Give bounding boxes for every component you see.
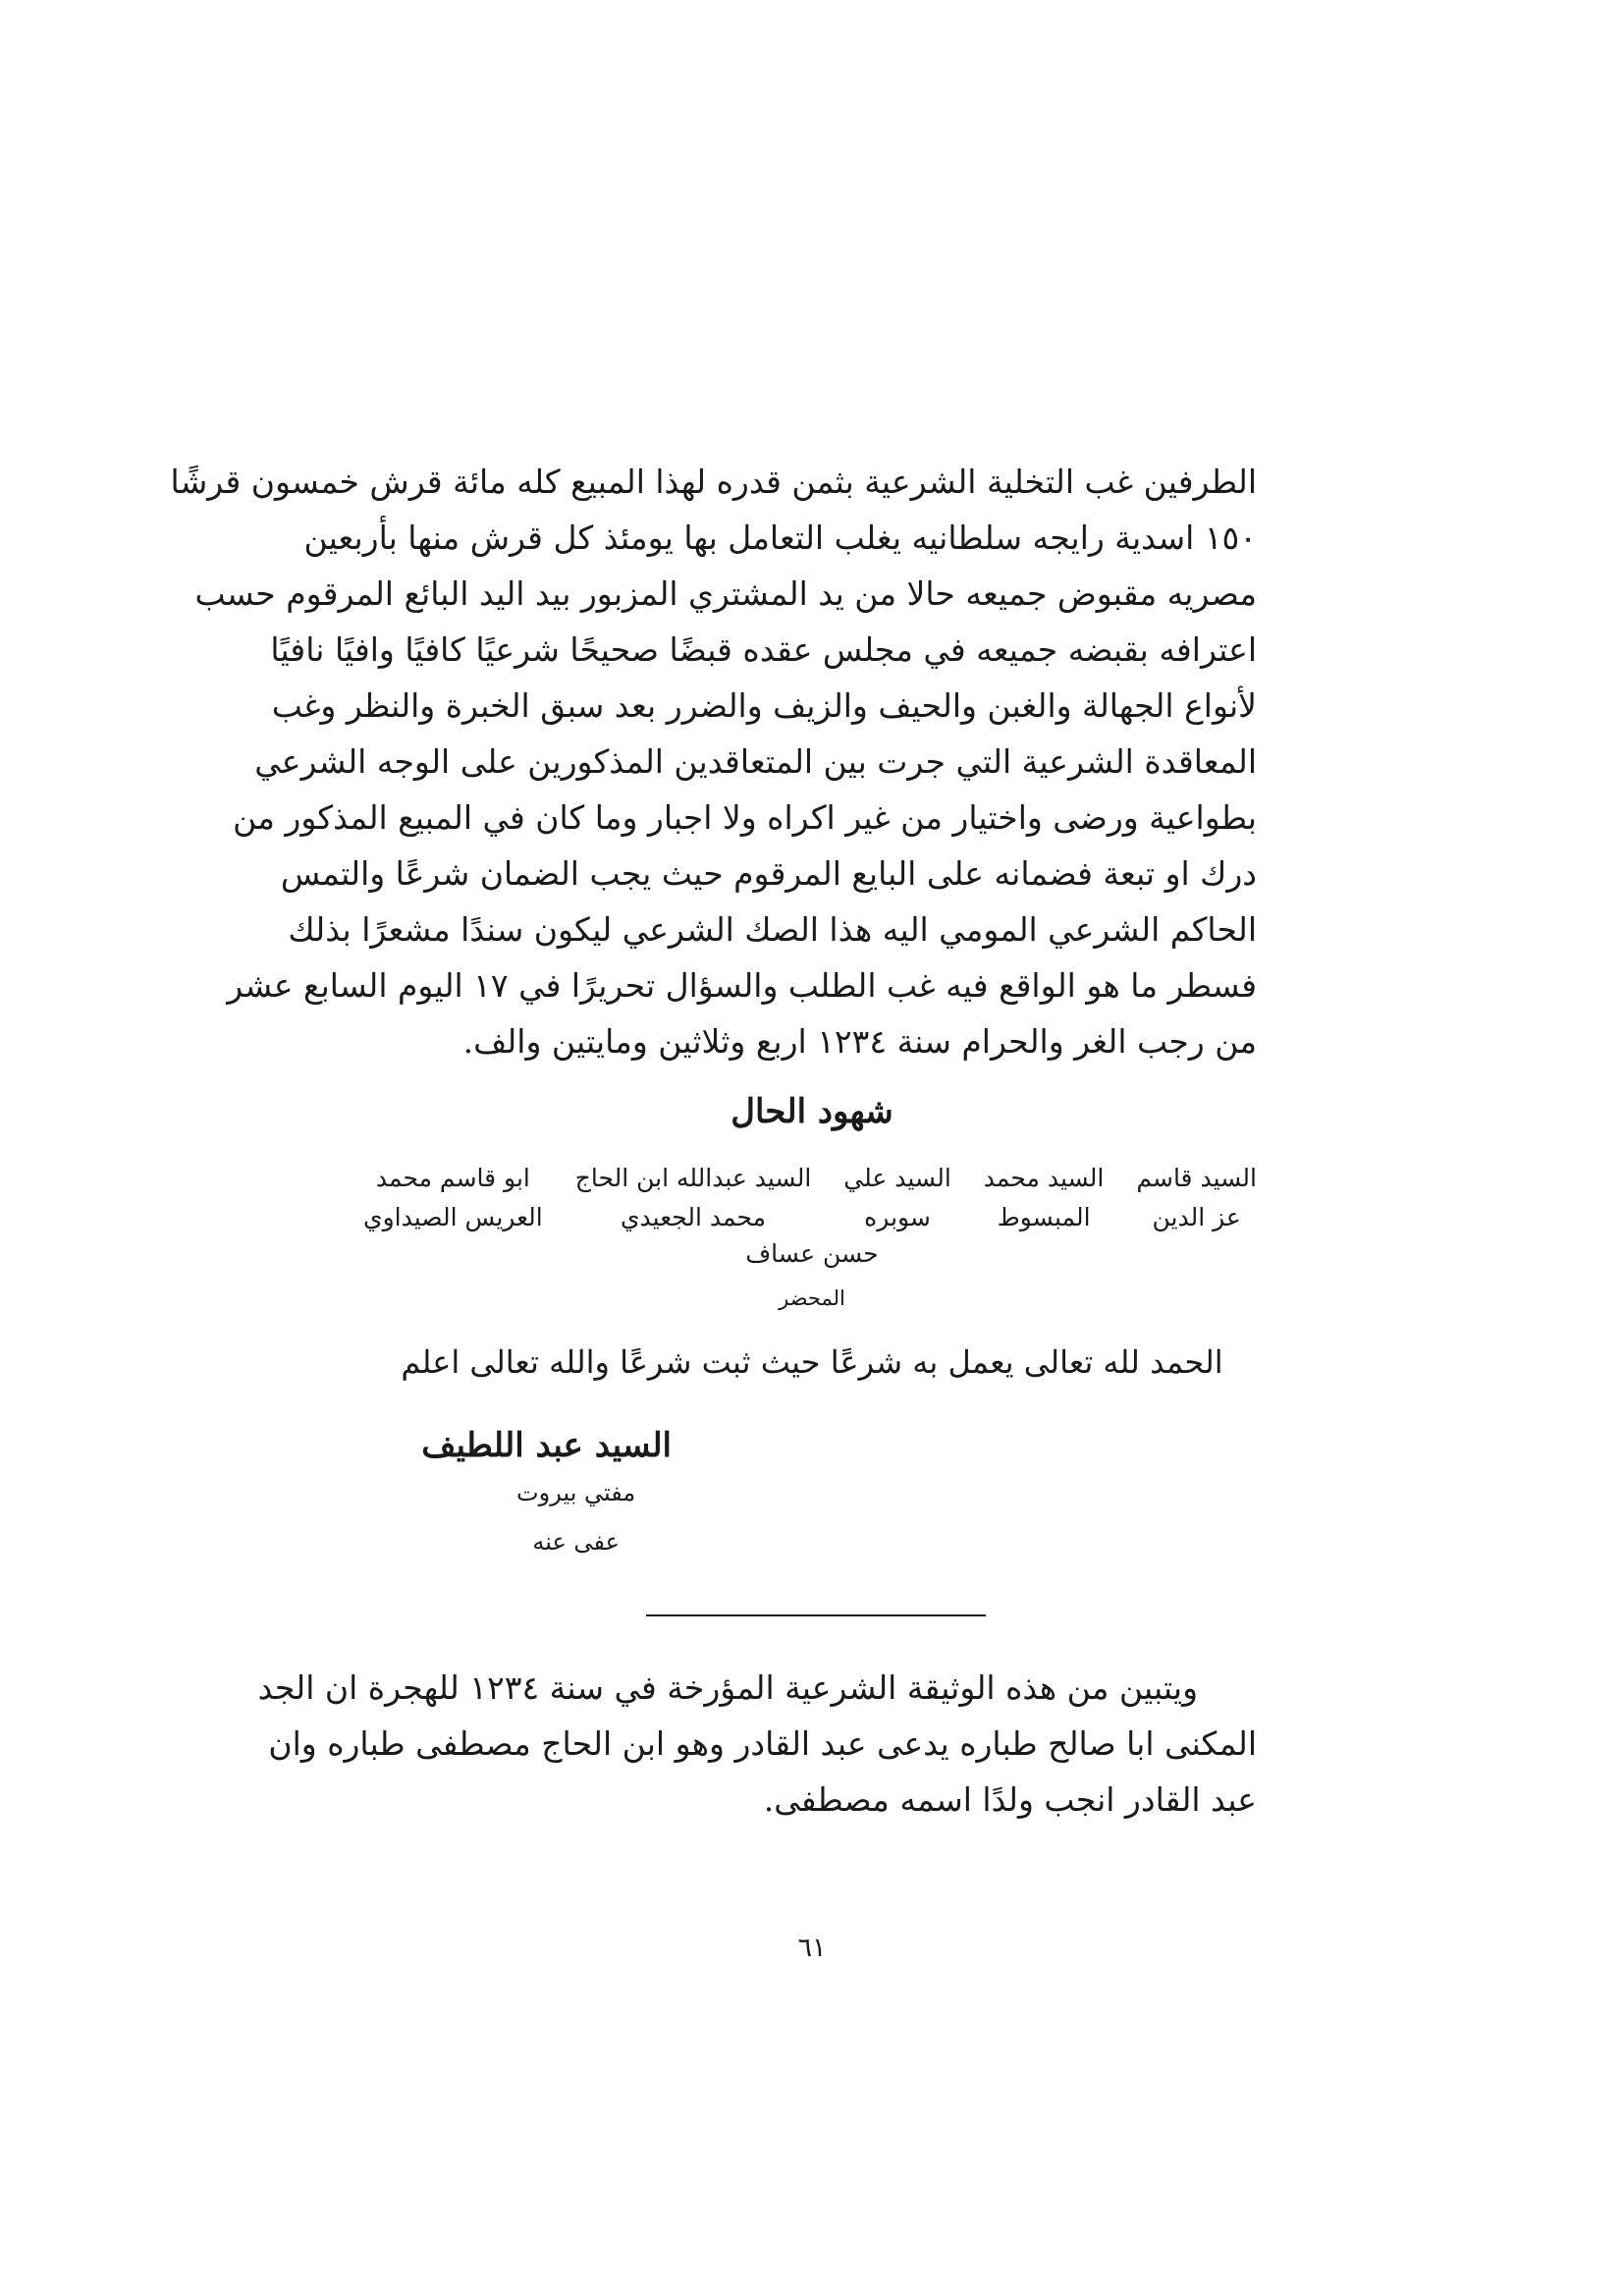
signature-name: السيد عبد اللطيف (421, 1426, 672, 1465)
witness-name: السيد قاسم (1136, 1164, 1257, 1192)
witness-surname: العريس الصيداوي (363, 1203, 543, 1231)
witness-list (363, 1159, 1257, 1237)
text-line: ويتبين من هذه الوثيقة الشرعية المؤرخة في سنة ١٢٣٤ للهجرة ان الجد (257, 1668, 1198, 1707)
witness-surname: سوبره (864, 1203, 931, 1231)
text-line: درك او تبعة فضمانه على البايع المرقوم حيث يجب الضمان شرعًا والتمس (280, 854, 1257, 893)
witness-surname: المبسوط (997, 1203, 1091, 1231)
text-line: فسطر ما هو الواقع فيه غب الطلب والسؤال تحريرًا في ١٧ اليوم السابع عشر (227, 966, 1257, 1005)
witness-name: السيد عبدالله ابن الحاج (574, 1164, 812, 1192)
witness-entry (575, 1159, 812, 1237)
text-line: لأنواع الجهالة والغبن والحيف والزيف والضرر بعد سبق الخبرة والنظر وغب (271, 686, 1257, 725)
witness-surname: محمد الجعيدي (620, 1203, 767, 1231)
witness-surname: عز الدين (1152, 1203, 1241, 1231)
signature-suffix: عفى عنه (532, 1528, 620, 1556)
text-line: عبد القادر انجب ولدًا اسمه مصطفى. (763, 1780, 1257, 1819)
witnesses-heading: شهود الحال (731, 1092, 893, 1131)
text-line: مصريه مقبوض جميعه حالا من يد المشتري المزبور بيد اليد البائع المرقوم حسب (194, 574, 1257, 613)
witness-entry (1136, 1159, 1257, 1237)
witness-name: السيد محمد (983, 1164, 1105, 1192)
witness-name: السيد علي (843, 1164, 951, 1192)
ruling-line: الحمد لله تعالى يعمل به شرعًا حيث ثبت شرعًا والله تعالى اعلم (401, 1343, 1223, 1381)
text-line: الطرفين غب التخلية الشرعية بثمن قدره لهذا المبيع كله مائة قرش خمسون قرشًا (170, 463, 1257, 501)
text-line: بطواعية ورضى واختيار من غير اكراه ولا اجبار وما كان في المبيع المذكور من (233, 798, 1257, 837)
witness-entry (984, 1159, 1105, 1237)
witness-entry (843, 1159, 951, 1237)
text-line: ١٥٠ اسدية رايجه سلطانيه يغلب التعامل بها يومئذ كل قرش منها بأربعين (303, 519, 1257, 557)
hadar-label: المحضر (779, 1286, 845, 1310)
text-line: اعترافه بقبضه جميعه في مجلس عقده قبضًا صحيحًا شرعيًا كافيًا وافيًا نافيًا (270, 630, 1257, 669)
page-number: ٦١ (797, 1933, 827, 1963)
section-divider (646, 1614, 986, 1616)
text-line: الحاكم الشرعي المومي اليه هذا الصك الشرعي ليكون سندًا مشعرًا بذلك (288, 910, 1257, 949)
signature-title: مفتي بيروت (516, 1479, 636, 1506)
witness-entry (363, 1159, 543, 1237)
witness-name: ابو قاسم محمد (375, 1164, 530, 1192)
text-line: من رجب الغر والحرام سنة ١٢٣٤ اربع وثلاثين ومايتين والف. (462, 1022, 1257, 1061)
main-paragraph (170, 454, 1257, 1069)
text-line: المعاقدة الشرعية التي جرت بين المتعاقدين المذكورين على الوجه الشرعي (254, 742, 1257, 781)
extra-witness-name: حسن عساف (745, 1239, 879, 1268)
text-line: المكنى ابا صالح طباره يدعى عبد القادر وهو ابن الحاج مصطفى طباره وان (268, 1724, 1257, 1763)
note-paragraph (257, 1660, 1257, 1828)
signature-block (421, 1426, 672, 1563)
